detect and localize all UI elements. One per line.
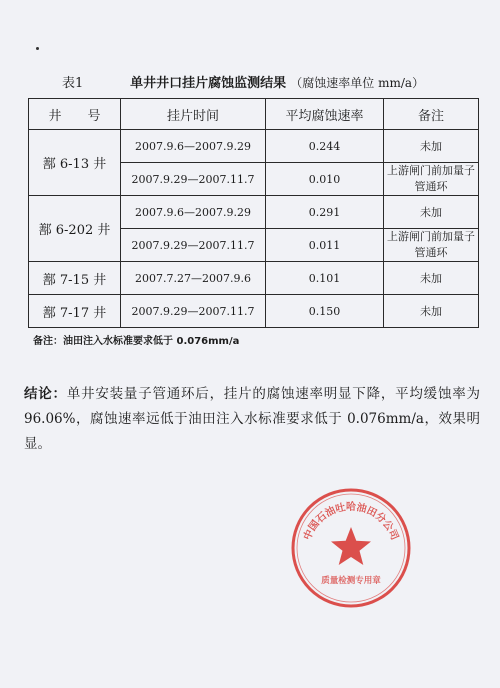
seal-bottom-text: 质量检测专用章 [321, 576, 381, 586]
well-name-cell: 鄯 6-202 井 [29, 196, 121, 262]
header-well: 井 号 [29, 99, 121, 130]
well-name-cell: 鄯 7-17 井 [29, 295, 121, 328]
period-cell: 2007.7.27—2007.9.6 [121, 262, 266, 295]
period-cell: 2007.9.6—2007.9.29 [121, 196, 266, 229]
table-caption [62, 72, 482, 91]
note-cell: 上游闸门前加量子管通环 [384, 163, 479, 196]
table-row [29, 295, 479, 328]
period-cell: 2007.9.29—2007.11.7 [121, 295, 266, 328]
seal-ring-text: 中国石油吐哈油田分公司 [302, 502, 400, 542]
note-cell: 未加 [384, 295, 479, 328]
well-name-cell: 鄯 7-15 井 [29, 262, 121, 295]
table-row [29, 196, 479, 229]
period-cell: 2007.9.6—2007.9.29 [121, 130, 266, 163]
note-cell: 未加 [384, 130, 479, 163]
note-cell: 未加 [384, 262, 479, 295]
note-cell: 上游闸门前加量子管通环 [384, 229, 479, 262]
table-row [29, 130, 479, 163]
table-unit-note: （腐蚀速率单位 mm/a） [290, 76, 425, 90]
rate-cell: 0.101 [266, 262, 384, 295]
conclusion-text: 单井安装量子管通环后，挂片的腐蚀速率明显下降，平均缓蚀率为 96.06%，腐蚀速率远低于油田注入水标准要求低于 0.076mm/a，效果明显。 [24, 386, 481, 452]
corrosion-results-table [28, 98, 479, 328]
rate-cell: 0.291 [266, 196, 384, 229]
rate-cell: 0.244 [266, 130, 384, 163]
seal-star-icon [331, 527, 371, 565]
scan-speck [36, 47, 39, 50]
table-footnote: 备注：油田注入水标准要求低于 0.076mm/a [33, 336, 240, 347]
rate-cell: 0.150 [266, 295, 384, 328]
rate-cell: 0.010 [266, 163, 384, 196]
well-name-cell: 鄯 6-13 井 [29, 130, 121, 196]
header-note: 备注 [384, 99, 479, 130]
conclusion-lead: 结论： [24, 386, 67, 402]
header-rate: 平均腐蚀速率 [266, 99, 384, 130]
period-cell: 2007.9.29—2007.11.7 [121, 229, 266, 262]
table-header-row [29, 99, 479, 130]
period-cell: 2007.9.29—2007.11.7 [121, 163, 266, 196]
rate-cell: 0.011 [266, 229, 384, 262]
conclusion-paragraph [24, 382, 480, 457]
note-cell: 未加 [384, 196, 479, 229]
header-period: 挂片时间 [121, 99, 266, 130]
table-number: 表1 [62, 76, 84, 91]
table-row [29, 262, 479, 295]
official-seal-stamp [286, 483, 416, 613]
table-title: 单井井口挂片腐蚀监测结果 [130, 76, 287, 91]
